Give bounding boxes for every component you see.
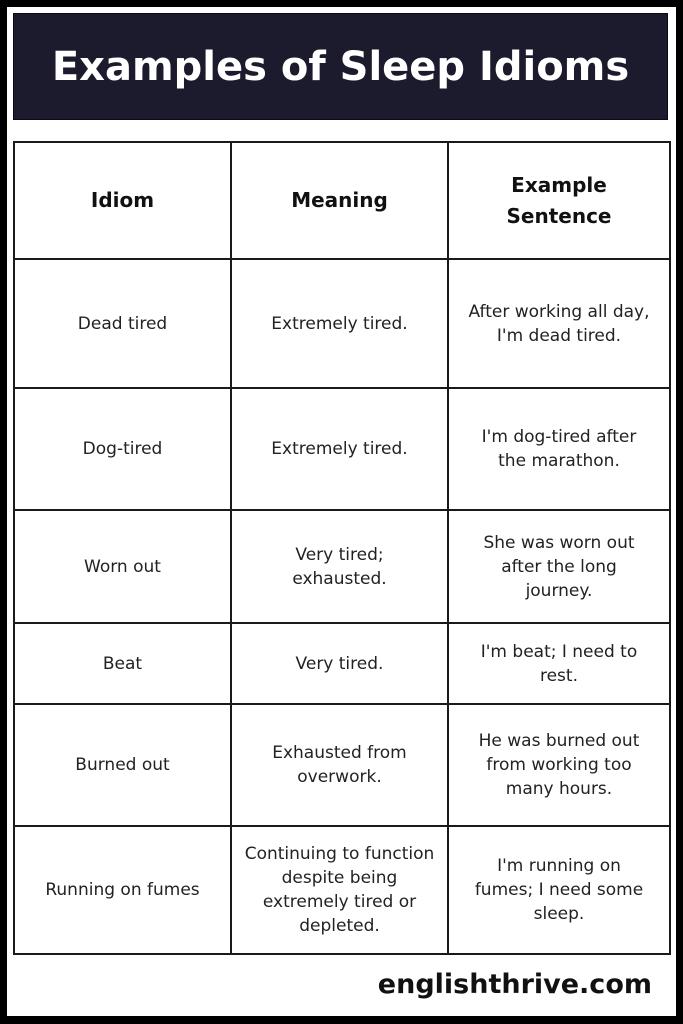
meaning-cell: Extremely tired.	[231, 259, 448, 388]
meaning-cell: Exhausted from overwork.	[231, 704, 448, 826]
idiom-cell: Running on fumes	[14, 826, 231, 954]
idiom-cell: Worn out	[14, 510, 231, 623]
idiom-cell: Beat	[14, 623, 231, 704]
header-meaning: Meaning	[231, 142, 448, 259]
example-cell: I'm running on fumes; I need some sleep.	[448, 826, 670, 954]
site-watermark: englishthrive.com	[377, 969, 652, 1000]
table-header-row	[14, 142, 670, 259]
idioms-table	[13, 141, 671, 955]
page	[7, 7, 676, 1016]
idiom-cell: Burned out	[14, 704, 231, 826]
header-idiom: Idiom	[14, 142, 231, 259]
table-row	[14, 259, 670, 388]
table-row	[14, 826, 670, 954]
example-cell: She was worn out after the long journey.	[448, 510, 670, 623]
meaning-cell: Extremely tired.	[231, 388, 448, 510]
example-cell: I'm beat; I need to rest.	[448, 623, 670, 704]
header-example: Example Sentence	[448, 142, 670, 259]
table-row	[14, 704, 670, 826]
table-row	[14, 623, 670, 704]
example-cell: After working all day, I'm dead tired.	[448, 259, 670, 388]
example-cell: He was burned out from working too many hours.	[448, 704, 670, 826]
meaning-cell: Very tired.	[231, 623, 448, 704]
example-cell: I'm dog-tired after the marathon.	[448, 388, 670, 510]
table-row	[14, 510, 670, 623]
table-row	[14, 388, 670, 510]
title-banner	[13, 13, 668, 120]
idiom-cell: Dog-tired	[14, 388, 231, 510]
page-title: Examples of Sleep Idioms	[51, 43, 630, 90]
idiom-cell: Dead tired	[14, 259, 231, 388]
meaning-cell: Continuing to function despite being extremely tired or depleted.	[231, 826, 448, 954]
meaning-cell: Very tired; exhausted.	[231, 510, 448, 623]
